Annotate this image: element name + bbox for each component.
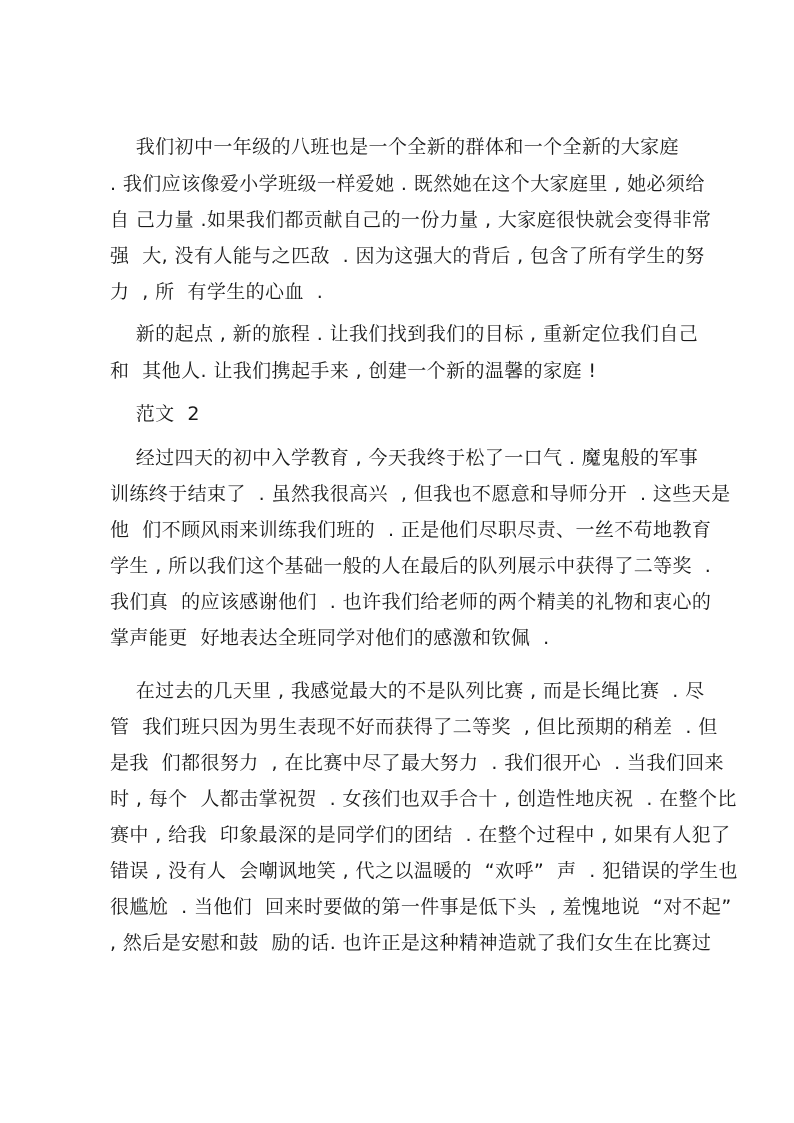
paragraph-2-line-2: 和 其他人. 让我们携起手来 , 创建一个新的温馨的家庭 ! — [110, 360, 597, 382]
paragraph-4-line-4: 时 , 每个 人都击掌祝贺 . 女孩们也双手合十 , 创造性地庆祝 . 在整个比 — [110, 788, 737, 810]
paragraph-4-line-5: 赛中 , 给我 印象最深的是同学们的团结 . 在整个过程中 , 如果有人犯了 — [110, 824, 731, 846]
paragraph-4-line-1: 在过去的几天里 , 我感觉最大的不是队列比赛 , 而是长绳比赛 . 尽 — [110, 680, 705, 702]
paragraph-1-line-4: 强 大, 没有人能与之匹敌 . 因为这强大的背后 , 包含了所有学生的努 — [110, 245, 705, 267]
paragraph-4-line-3: 是我 们都很努力 , 在比赛中尽了最大努力 . 我们很开心 . 当我们回来 — [110, 752, 724, 774]
paragraph-3-line-2: 训练终于结束了 . 虽然我很高兴 , 但我也不愿意和导师分开 . 这些天是 — [110, 483, 731, 505]
paragraph-3-line-1: 经过四天的初中入学教育 , 今天我终于松了一口气 . 魔鬼般的军事 — [110, 447, 699, 469]
paragraph-1-line-1: 我们初中一年级的八班也是一个全新的群体和一个全新的大家庭 — [110, 136, 679, 158]
paragraph-1-line-5: 力 , 所 有学生的心血 . — [110, 281, 324, 303]
paragraph-3-line-3: 他 们不顾风雨来训练我们班的 . 正是他们尽职尽责、一丝不苟地教育 — [110, 519, 712, 541]
paragraph-2-line-1: 新的起点 , 新的旅程 . 让我们找到我们的目标 , 重新定位我们自己 — [110, 323, 699, 345]
section-heading: 范文 2 — [110, 403, 200, 425]
paragraph-4-line-8: , 然后是安慰和鼓 励的话. 也许正是这种精神造就了我们女生在比赛过 — [110, 932, 712, 954]
paragraph-3-line-4: 学生 , 所以我们这个基础一般的人在最后的队列展示中获得了二等奖 . — [110, 555, 712, 577]
paragraph-4-line-2: 管 我们班只因为男生表现不好而获得了二等奖 , 但比预期的稍差 . 但 — [110, 716, 718, 738]
paragraph-4-line-6: 错误 , 没有人 会嘲讽地笑 , 代之以温暖的 “欢呼” 声 . 犯错误的学生也 — [110, 860, 738, 882]
paragraph-3-line-5: 我们真 的应该感谢他们 . 也许我们给老师的两个精美的礼物和衷心的 — [110, 591, 712, 613]
paragraph-1-line-3: 自 己力量 .如果我们都贡献自己的一份力量 , 大家庭很快就会变得非常 — [110, 209, 712, 231]
paragraph-4-line-7: 很尴尬 . 当他们 回来时要做的第一件事是低下头 , 羞愧地说 “对不起” — [110, 896, 732, 918]
paragraph-1-line-2: . 我们应该像爱小学班级一样爱她 . 既然她在这个大家庭里 , 她必须给 — [110, 173, 705, 195]
paragraph-3-line-6: 掌声能更 好地表达全班同学对他们的感激和钦佩 . — [110, 627, 550, 649]
